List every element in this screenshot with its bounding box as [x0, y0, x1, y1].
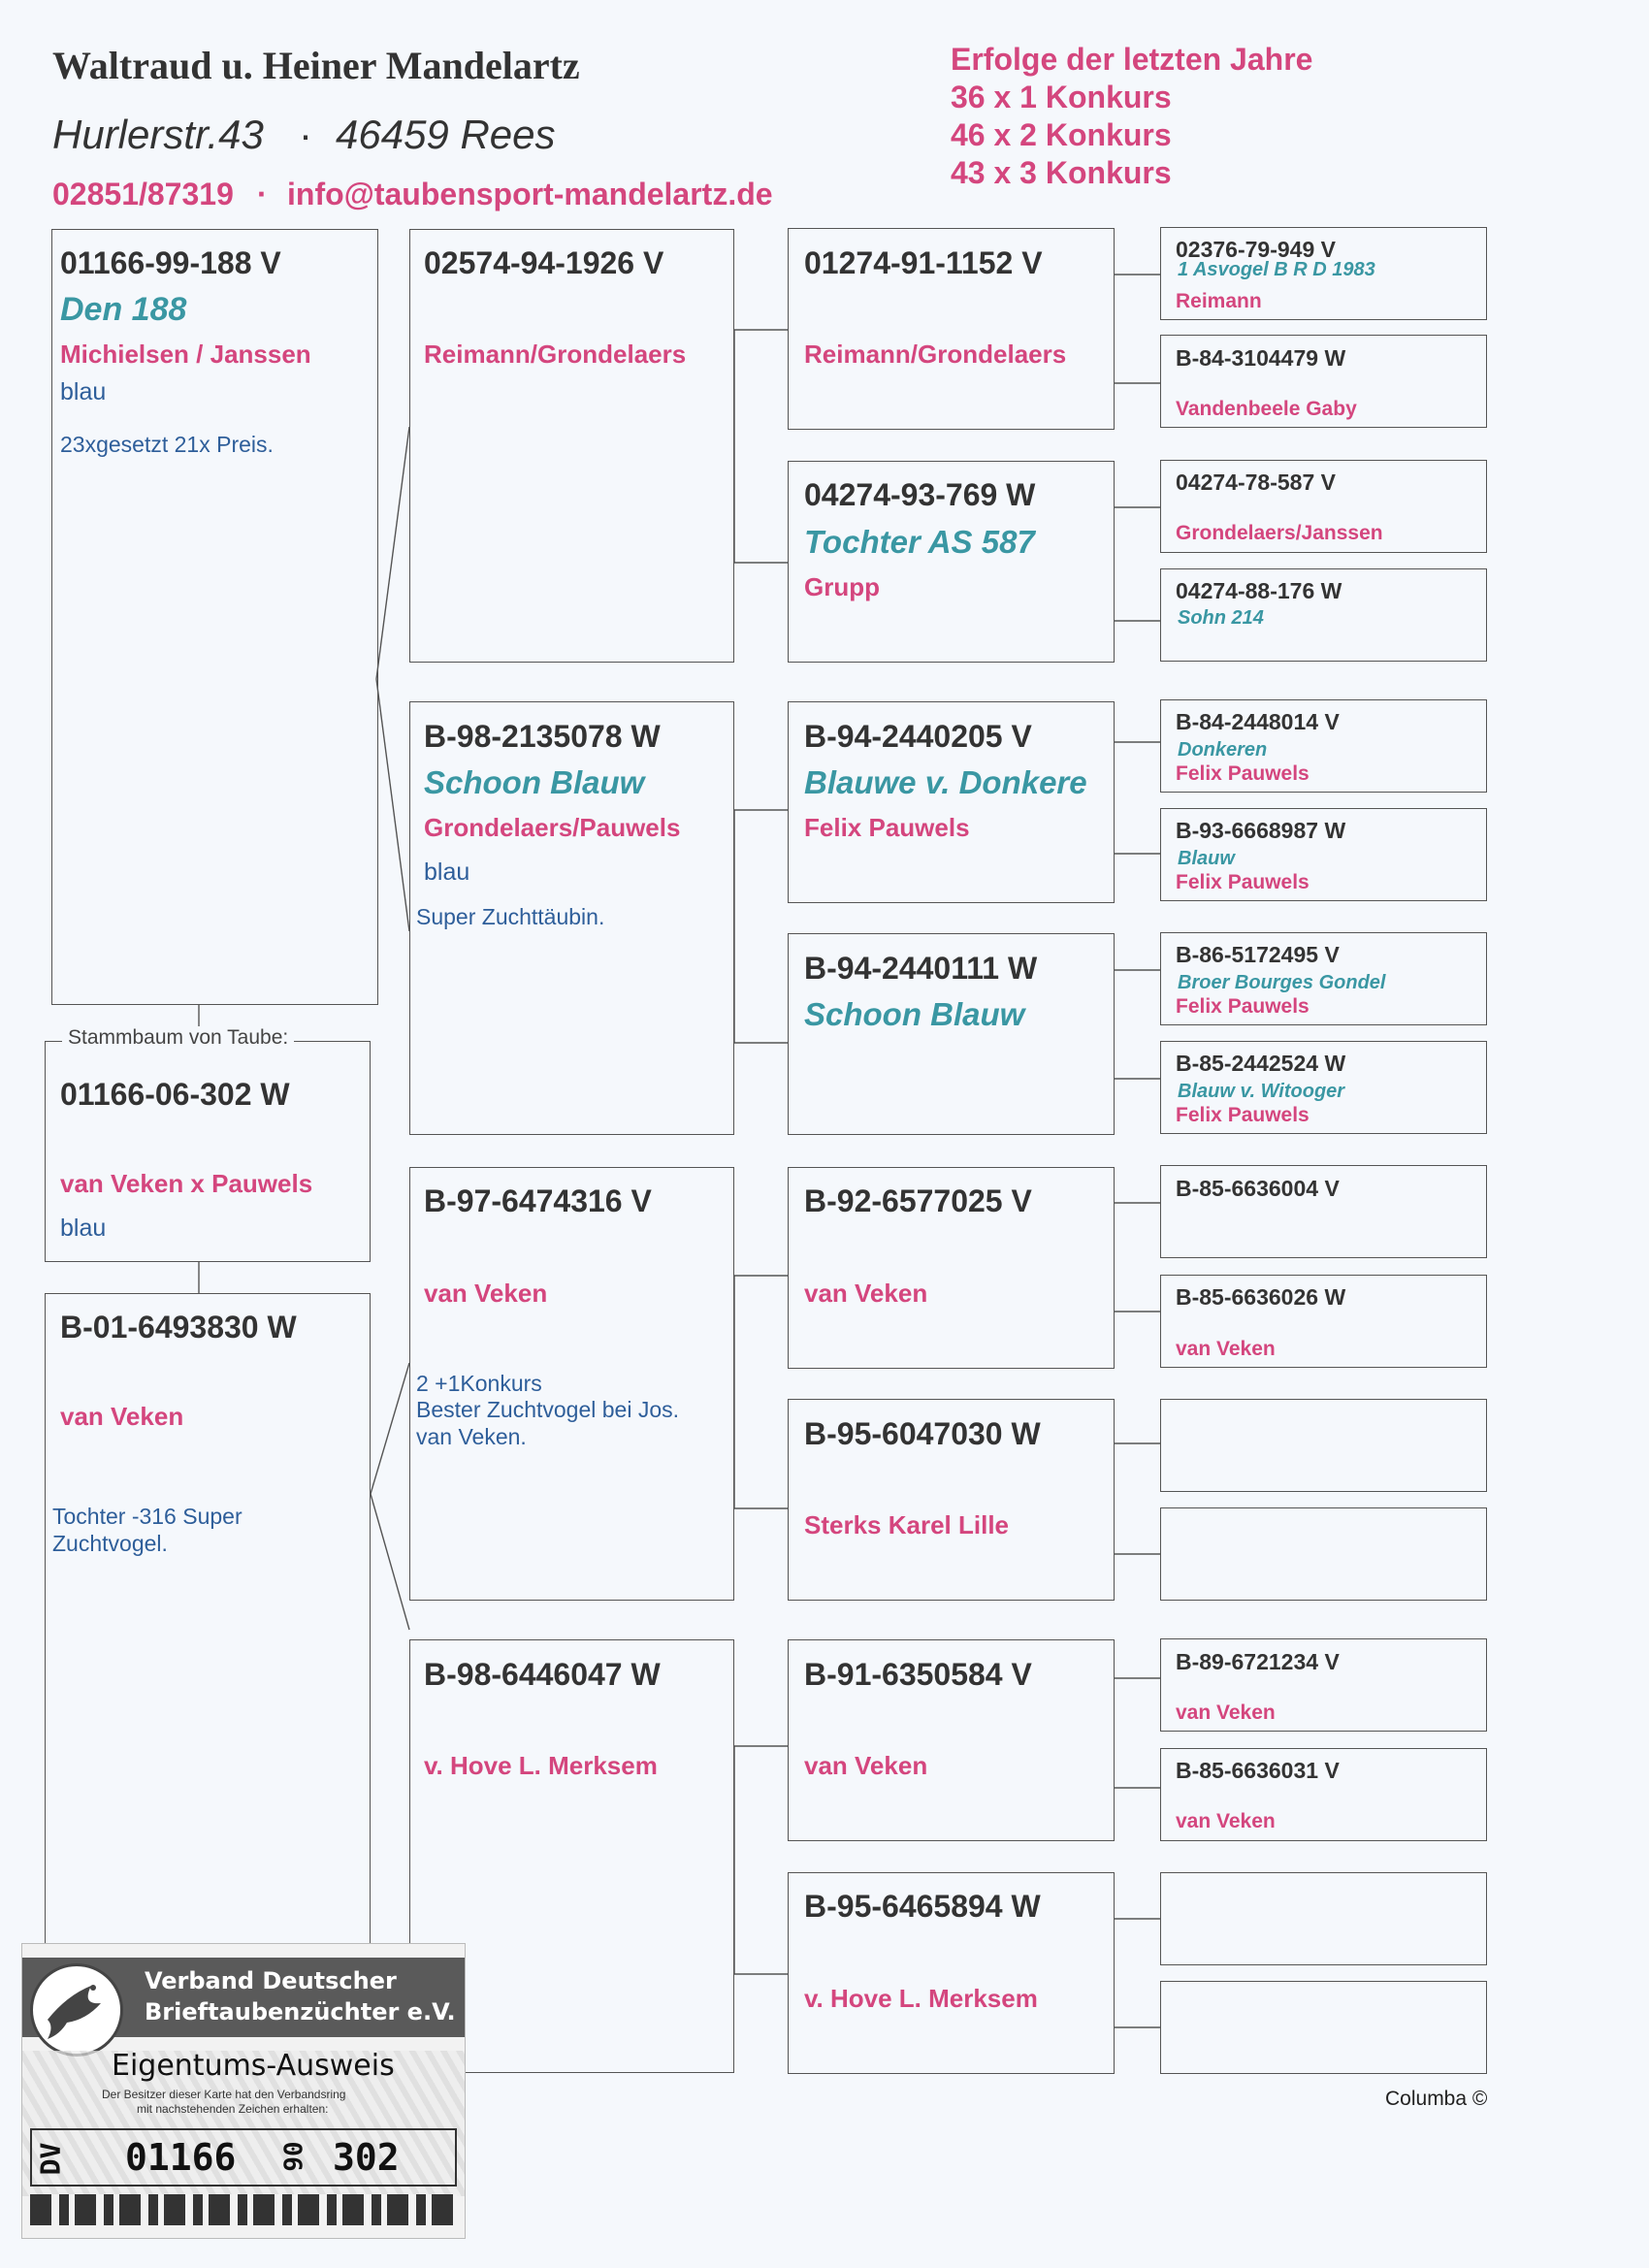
gen4-breeder: van Veken: [1176, 1338, 1276, 1360]
success-line: 36 x 1 Konkurs: [951, 80, 1172, 114]
gen4-breeder: Grondelaers/Janssen: [1176, 522, 1383, 544]
sire-note: 23xgesetzt 21x Preis.: [60, 432, 274, 457]
card-bottom-band: [30, 2194, 457, 2225]
gen4-breeder: Felix Pauwels: [1176, 871, 1310, 893]
gen3-breeder: van Veken: [804, 1751, 928, 1780]
gen3-breeder: Grupp: [804, 572, 880, 601]
gen4-name: Blauw v. Witooger: [1178, 1081, 1345, 1102]
gen3-ring: B-94-2440205 V: [804, 719, 1032, 754]
card-org-line: Verband Deutscher: [145, 1967, 397, 1994]
card-org-line: Brieftaubenzüchter e.V.: [145, 1998, 456, 2025]
pigeon-breeder: van Veken x Pauwels: [60, 1169, 313, 1198]
gen4-breeder: Felix Pauwels: [1176, 995, 1310, 1018]
gen4-ring: B-86-5172495 V: [1176, 942, 1340, 967]
success-line: 43 x 3 Konkurs: [951, 155, 1172, 190]
stammbaum-label: Stammbaum von Taube:: [62, 1026, 294, 1050]
gen4-breeder: van Veken: [1176, 1701, 1276, 1724]
owner-name: Waltraud u. Heiner Mandelartz: [52, 44, 580, 87]
gen4-name: Donkeren: [1178, 739, 1268, 761]
copyright: Columba ©: [1385, 2088, 1488, 2110]
gen4-ring: B-85-6636004 V: [1176, 1176, 1340, 1201]
gen4-breeder: Felix Pauwels: [1176, 1104, 1310, 1126]
success-line: 46 x 2 Konkurs: [951, 117, 1172, 152]
card-ring-number: 01166: [125, 2136, 237, 2179]
gen3-ring: 04274-93-769 W: [804, 477, 1036, 512]
gen4-ring: B-85-6636026 W: [1176, 1284, 1346, 1310]
card-title: Eigentums-Ausweis: [112, 2049, 395, 2083]
gen4-breeder: Reimann: [1176, 290, 1262, 312]
success-block: [951, 41, 1312, 192]
gen2-box: [409, 229, 734, 663]
gen3-breeder: Sterks Karel Lille: [804, 1510, 1009, 1539]
owner-city: 46459 Rees: [336, 112, 556, 157]
gen2-breeder: Reimann/Grondelaers: [424, 340, 687, 369]
gen4-ring: B-85-2442524 W: [1176, 1051, 1346, 1076]
gen4-ring: B-85-6636031 V: [1176, 1758, 1340, 1783]
gen2-ring: B-97-6474316 V: [424, 1183, 652, 1218]
gen4-ring: 02376-79-949 V: [1176, 237, 1336, 262]
gen3-ring: B-95-6047030 W: [804, 1416, 1041, 1451]
gen4-box-empty: [1160, 1981, 1487, 2074]
gen3-ring: B-94-2440111 W: [804, 951, 1038, 986]
pigeon-ring: 01166-06-302 W: [60, 1077, 290, 1112]
address-separator: ·: [299, 112, 312, 157]
owner-email[interactable]: info@taubensport-mandelartz.de: [287, 177, 773, 211]
gen4-breeder: van Veken: [1176, 1810, 1276, 1832]
gen2-note: Bester Zuchtvogel bei Jos.: [416, 1397, 680, 1422]
gen2-note: 2 +1Konkurs: [416, 1371, 542, 1396]
gen4-box-empty: [1160, 1399, 1487, 1492]
card-ring-serial: 302: [333, 2136, 400, 2179]
gen3-ring: 01274-91-1152 V: [804, 245, 1043, 280]
gen2-breeder: van Veken: [424, 1279, 548, 1308]
gen3-breeder: van Veken: [804, 1279, 928, 1308]
gen3-name: Schoon Blauw: [804, 996, 1025, 1032]
gen4-breeder: Vandenbeele Gaby: [1176, 398, 1357, 420]
gen3-ring: B-92-6577025 V: [804, 1183, 1032, 1218]
pigeon-color: blau: [60, 1215, 107, 1242]
gen4-name: Blauw: [1178, 848, 1235, 869]
gen4-name: Sohn 214: [1178, 607, 1264, 629]
sire-ring: 01166-99-188 V: [60, 245, 281, 280]
gen2-ring: B-98-6446047 W: [424, 1657, 661, 1692]
gen4-ring: 04274-88-176 W: [1176, 578, 1342, 603]
gen2-name: Schoon Blauw: [424, 764, 645, 800]
ownership-card: [21, 1943, 466, 2239]
gen3-name: Blauwe v. Donkere: [804, 764, 1087, 800]
gen4-box-empty: [1160, 1507, 1487, 1601]
owner-street: Hurlerstr.43: [52, 112, 264, 157]
success-title: Erfolge der letzten Jahre: [951, 42, 1313, 77]
gen3-ring: B-91-6350584 V: [804, 1657, 1032, 1692]
gen4-name: 1 Asvogel B R D 1983: [1178, 259, 1375, 280]
contact-separator: ·: [257, 177, 268, 211]
sire-breeder: Michielsen / Janssen: [60, 340, 311, 369]
dam-breeder: van Veken: [60, 1402, 184, 1431]
sire-name: Den 188: [60, 291, 187, 328]
gen2-ring: B-98-2135078 W: [424, 719, 661, 754]
gen2-note: Super Zuchttäubin.: [416, 904, 605, 929]
dam-ring: B-01-6493830 W: [60, 1310, 297, 1345]
gen3-ring: B-95-6465894 W: [804, 1889, 1041, 1924]
owner-phone: 02851/87319: [52, 177, 234, 211]
card-small-text: mit nachstehenden Zeichen erhalten:: [137, 2102, 329, 2116]
gen2-color: blau: [424, 859, 470, 886]
gen3-breeder: v. Hove L. Merksem: [804, 1984, 1038, 2013]
gen3-name: Tochter AS 587: [804, 524, 1035, 560]
gen4-ring: B-84-3104479 W: [1176, 345, 1346, 371]
gen4-breeder: Felix Pauwels: [1176, 762, 1310, 785]
gen4-ring: B-89-6721234 V: [1176, 1649, 1340, 1674]
gen2-breeder: v. Hove L. Merksem: [424, 1751, 658, 1780]
card-small-text: Der Besitzer dieser Karte hat den Verbandsring: [102, 2088, 346, 2101]
card-prefix: DV: [34, 2142, 67, 2176]
card-ring-year: 06: [276, 2141, 307, 2172]
gen2-note: van Veken.: [416, 1424, 527, 1449]
gen4-box-empty: [1160, 1872, 1487, 1965]
dam-note: Tochter -316 Super: [52, 1504, 242, 1529]
gen3-breeder: Reimann/Grondelaers: [804, 340, 1067, 369]
dove-logo-icon: [30, 1963, 123, 2057]
gen4-name: Broer Bourges Gondel: [1178, 972, 1386, 993]
gen3-breeder: Felix Pauwels: [804, 813, 970, 842]
gen2-ring: 02574-94-1926 V: [424, 245, 664, 280]
gen4-ring: B-84-2448014 V: [1176, 709, 1340, 734]
gen2-breeder: Grondelaers/Pauwels: [424, 813, 681, 842]
sire-color: blau: [60, 378, 107, 405]
gen4-ring: B-93-6668987 W: [1176, 818, 1346, 843]
dam-note: Zuchtvogel.: [52, 1531, 168, 1556]
gen4-ring: 04274-78-587 V: [1176, 470, 1336, 495]
